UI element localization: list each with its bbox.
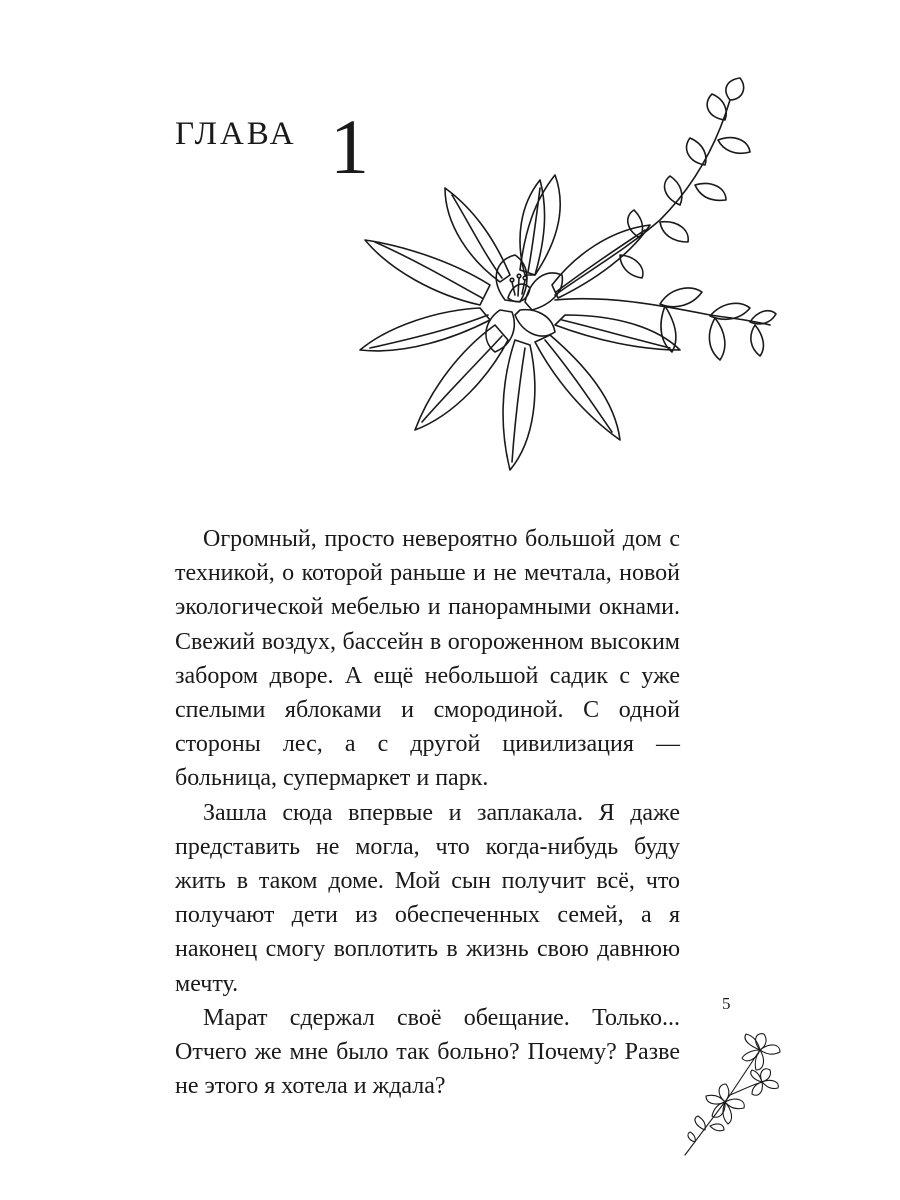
chapter-label: ГЛАВА — [175, 116, 297, 152]
paragraph: Огромный, просто невероятно большой дом с техникой, о которой раньше и не мечтала, новой экологической мебелью и панорамными окнами. Свежий воздух, бассейн в огороженном высоким забором дворе. А ещё небольшой садик с уже спелыми яблоками и смородиной. С одной стороны лес, а с другой цивилизация — больница, супермаркет и парк. — [175, 526, 680, 792]
paragraph: Марат сдержал своё обещание. Только... Отчего же мне было так больно? Почему? Разве не этого я хотела и ждала? — [175, 1004, 680, 1100]
chapter-text — [175, 522, 680, 1103]
magnolia-illustration-icon — [330, 70, 780, 480]
flower-sprig-icon — [680, 1030, 790, 1160]
paragraph: Зашла сюда впервые и заплакала. Я даже представить не могла, что когда-нибудь буду жить в таком доме. Мой сын получит всё, что получают дети из обеспеченных семей, а я наконец смогу воплотить в жизнь свою давнюю мечту. — [175, 799, 680, 997]
chapter-number: 1 — [330, 103, 369, 190]
page-number: 5 — [722, 994, 731, 1013]
